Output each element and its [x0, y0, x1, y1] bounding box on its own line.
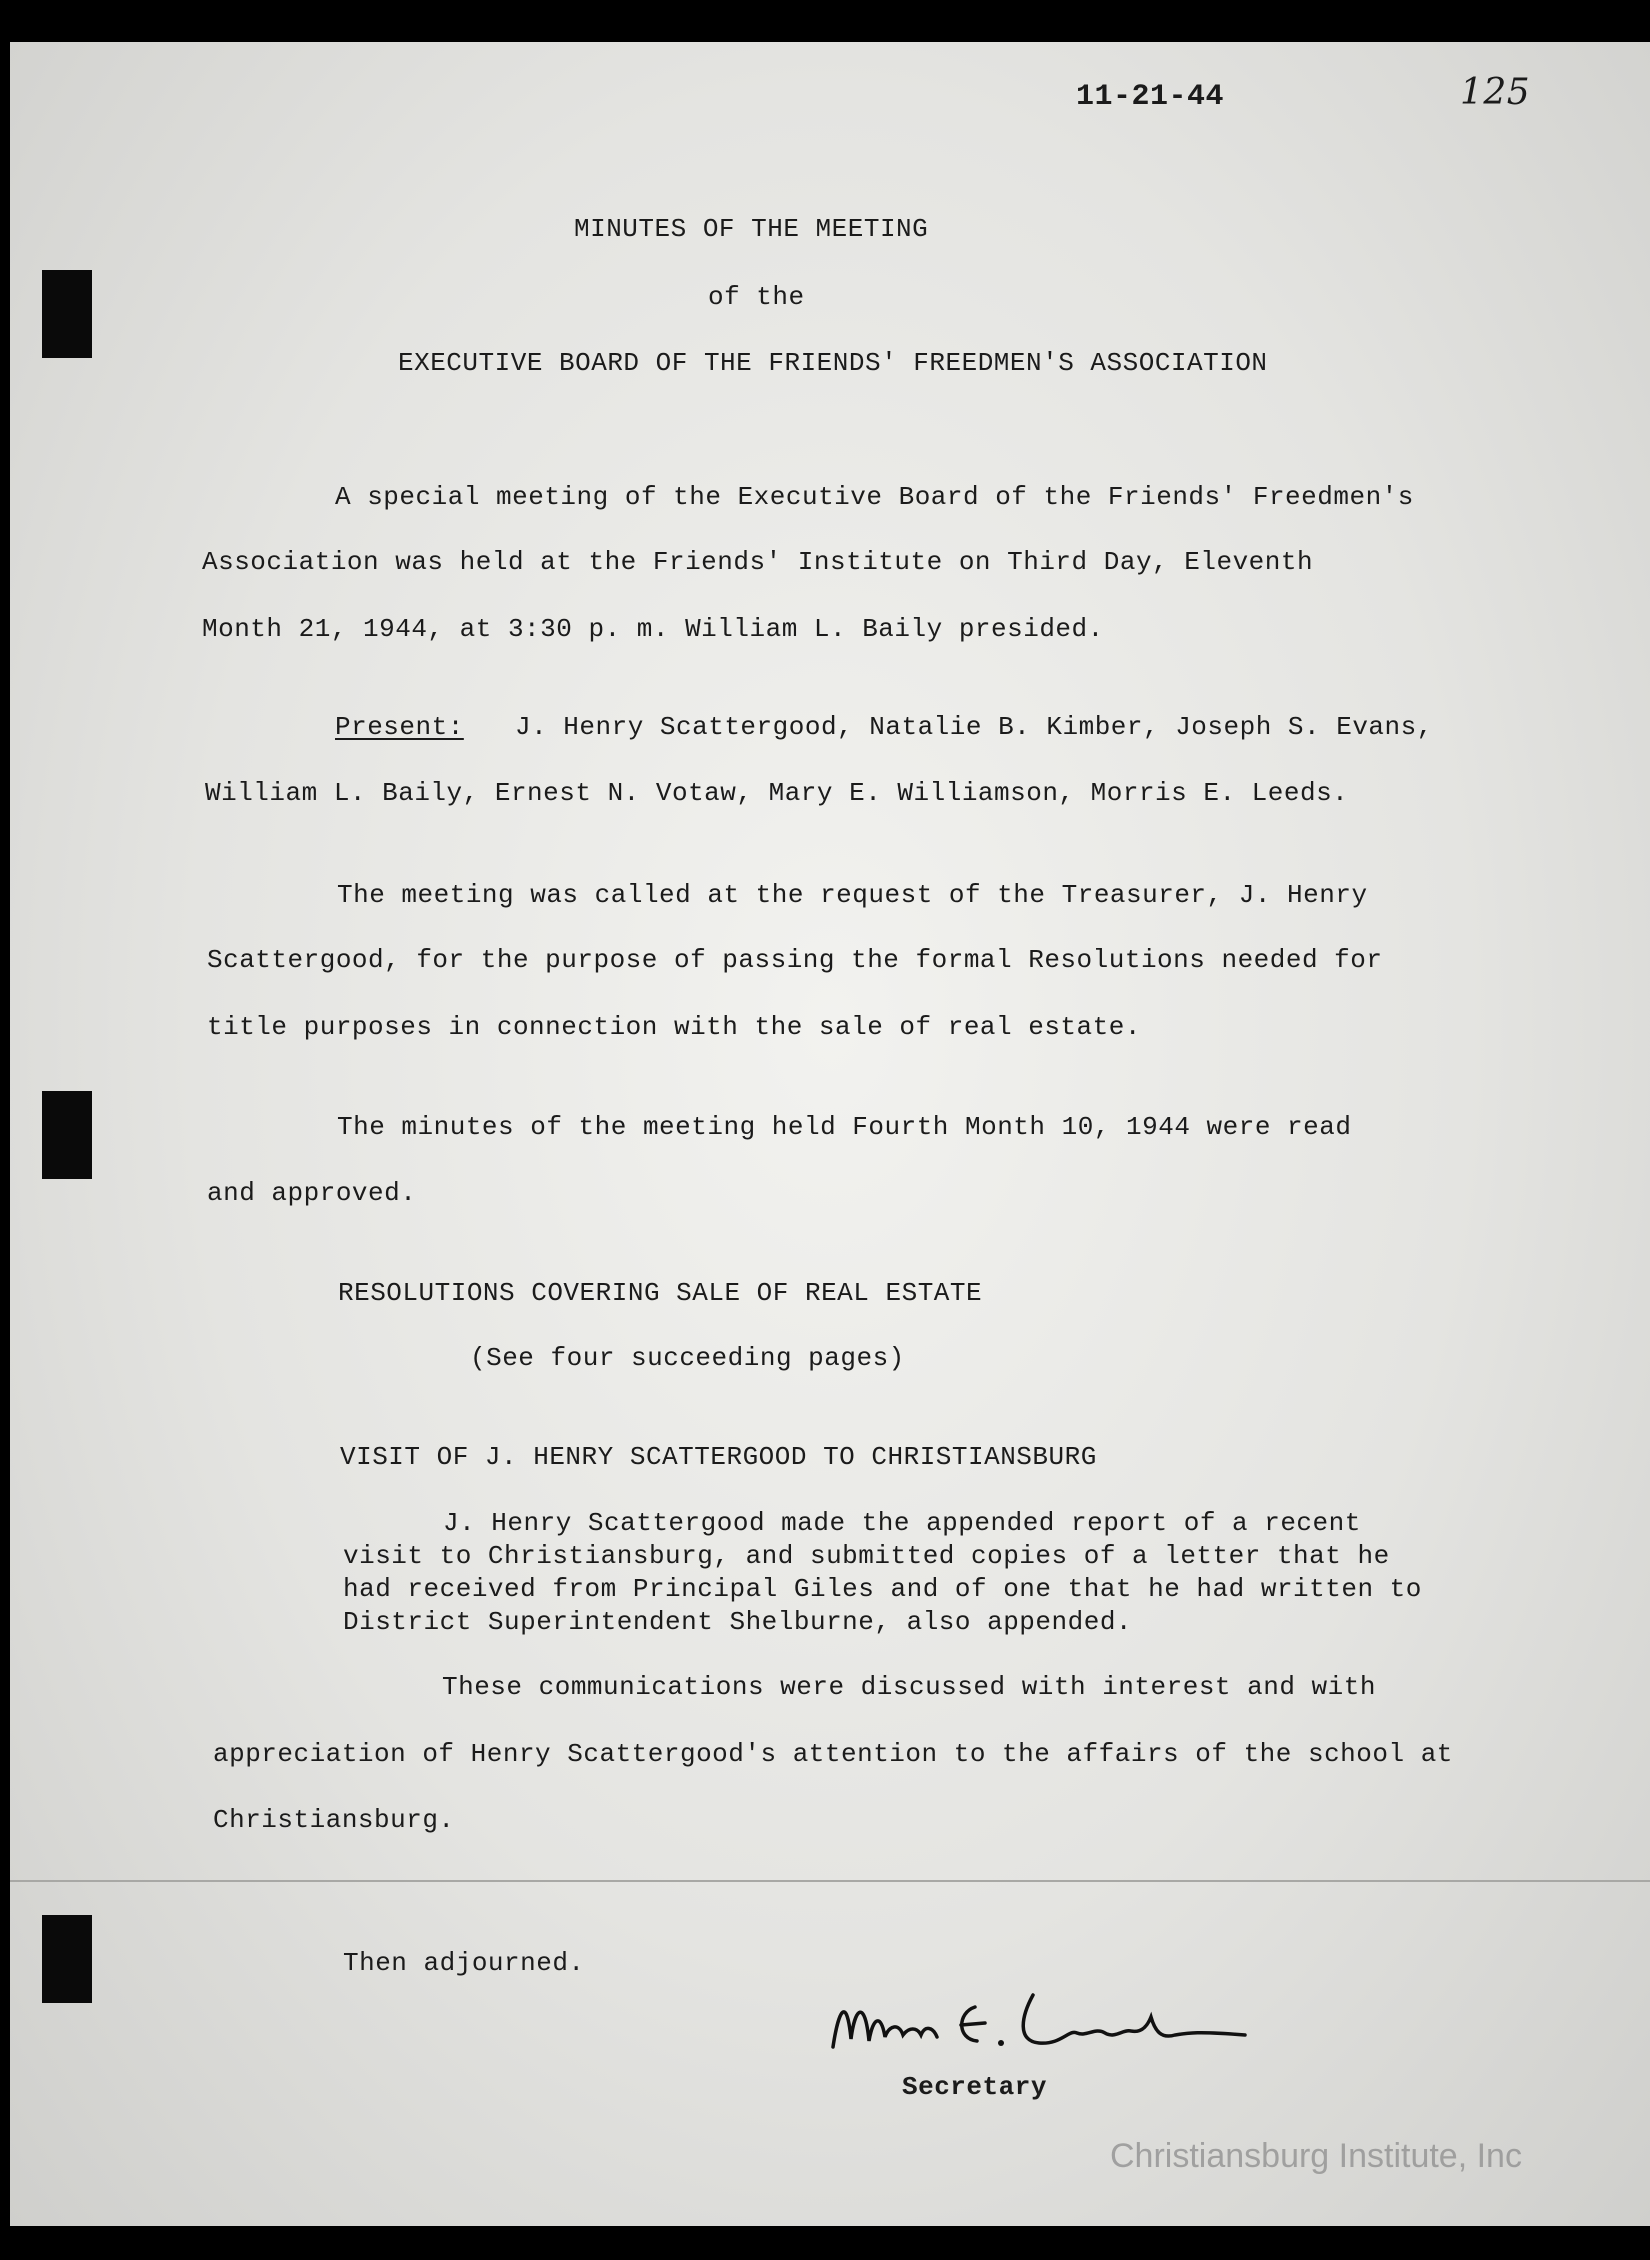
visit-line-3: had received from Principal Giles and of one that he had written to	[343, 1574, 1422, 1604]
binder-hole-bottom	[42, 1915, 92, 2003]
resolutions-note: (See four succeeding pages)	[470, 1343, 905, 1373]
visit-line-4: District Superintendent Shelburne, also appended.	[343, 1607, 1133, 1637]
para3-line-1: The minutes of the meeting held Fourth Month 10, 1944 were read	[337, 1112, 1352, 1142]
adjourned-text: Then adjourned.	[343, 1948, 585, 1978]
page-number: 125	[1460, 72, 1531, 113]
title-line-2: of the	[708, 282, 805, 312]
para1-line-1: A special meeting of the Executive Board of the Friends' Freedmen's	[335, 482, 1414, 512]
secretary-title: Secretary	[902, 2072, 1047, 2102]
para3-line-2: and approved.	[207, 1178, 417, 1208]
secretary-signature	[825, 1977, 1275, 2077]
para1-line-3: Month 21, 1944, at 3:30 p. m. William L. Baily presided.	[202, 614, 1104, 644]
visit-heading: VISIT OF J. HENRY SCATTERGOOD TO CHRISTIANSBURG	[340, 1442, 1097, 1472]
para2-line-2: Scattergood, for the purpose of passing the formal Resolutions needed for	[207, 945, 1383, 975]
para4-line-3: Christiansburg.	[213, 1805, 455, 1835]
archive-watermark: Christiansburg Institute, Inc	[1110, 2137, 1522, 2175]
visit-line-2: visit to Christiansburg, and submitted copies of a letter that he	[343, 1541, 1390, 1571]
para4-line-1: These communications were discussed with interest and with	[442, 1672, 1376, 1702]
title-line-3: EXECUTIVE BOARD OF THE FRIENDS' FREEDMEN'S ASSOCIATION	[398, 348, 1268, 378]
para2-line-3: title purposes in connection with the sale of real estate.	[207, 1012, 1141, 1042]
binder-hole-middle	[42, 1091, 92, 1179]
para1-line-2: Association was held at the Friends' Institute on Third Day, Eleventh	[202, 547, 1314, 577]
present-label: Present:	[335, 712, 464, 742]
binder-hole-top	[42, 270, 92, 358]
page-fold-line	[10, 1880, 1650, 1882]
document-date: 11-21-44	[1076, 80, 1225, 114]
title-line-1: MINUTES OF THE MEETING	[574, 214, 929, 244]
present-line-1: J. Henry Scattergood, Natalie B. Kimber, Joseph S. Evans,	[515, 712, 1433, 742]
document-page	[10, 42, 1650, 2226]
present-line-2: William L. Baily, Ernest N. Votaw, Mary E. Williamson, Morris E. Leeds.	[205, 778, 1349, 808]
para2-line-1: The meeting was called at the request of the Treasurer, J. Henry	[337, 880, 1368, 910]
visit-line-1: J. Henry Scattergood made the appended report of a recent	[443, 1508, 1361, 1538]
para4-line-2: appreciation of Henry Scattergood's attention to the affairs of the school at	[213, 1739, 1453, 1769]
resolutions-heading: RESOLUTIONS COVERING SALE OF REAL ESTATE	[338, 1278, 983, 1308]
